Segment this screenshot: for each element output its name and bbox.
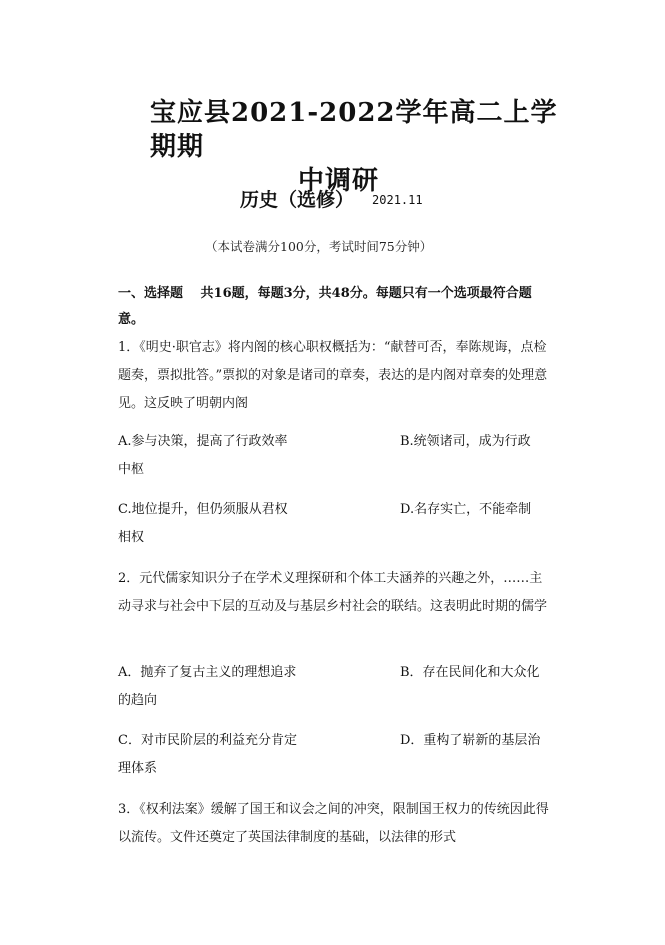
question-3-stem: 3．《权利法案》缓解了国王和议会之间的冲突，限制国王权力的传统因此得以流传。文件还奠定了英国法律制度的基础，以法律的形式 [118,802,549,845]
option-c: C.地位提升，但仍须服从君权 [118,502,288,517]
question-1-stem: 1．《明史·职官志》将内阁的核心职权概括为：“献替可否，奉陈规诲，点检题奏，票拟批答。”票拟的对象是诸司的章奏，表达的是内阁对章奏的处理意见。这反映了明朝内阁 [118,340,548,411]
option-b-wrap: 中枢 [118,462,145,477]
option-b: B．存在民间化和大众化 [400,665,540,680]
option-c: C．对市民阶层的利益充分肯定 [118,733,297,748]
option-d-wrap: 理体系 [118,761,158,776]
option-b: B.统领诸司，成为行政 [400,434,531,449]
option-d: D．重构了崭新的基层治 [400,733,541,748]
option-d: D.名存实亡，不能牵制 [400,502,532,517]
option-b-wrap: 的趋向 [118,693,158,708]
option-a: A.参与决策，提高了行政效率 [118,434,288,449]
exam-date: 2021.11 [372,193,423,207]
section-heading: 一、选择题 共16题，每题3分，共48分。每题只有一个选项最符合题意。 [118,286,532,327]
subject-line [240,185,423,212]
exam-title-line2: 中调研 [298,166,380,196]
subject-name: 历史（选修） [240,189,355,211]
option-d-wrap: 相权 [118,530,145,545]
question-2-stem: 2．元代儒家知识分子在学术义理探研和个体工夫涵养的兴趣之外，……主动寻求与社会中下层的互动及与基层乡村社会的联结。这表明此时期的儒学 [118,571,548,614]
exam-title [150,96,570,198]
exam-title-line1: 宝应县2021-2022学年高二上学期期 [150,98,558,162]
exam-note: （本试卷满分100分，考试时间75分钟） [205,239,433,254]
option-a: A．抛弃了复古主义的理想追求 [118,665,297,680]
